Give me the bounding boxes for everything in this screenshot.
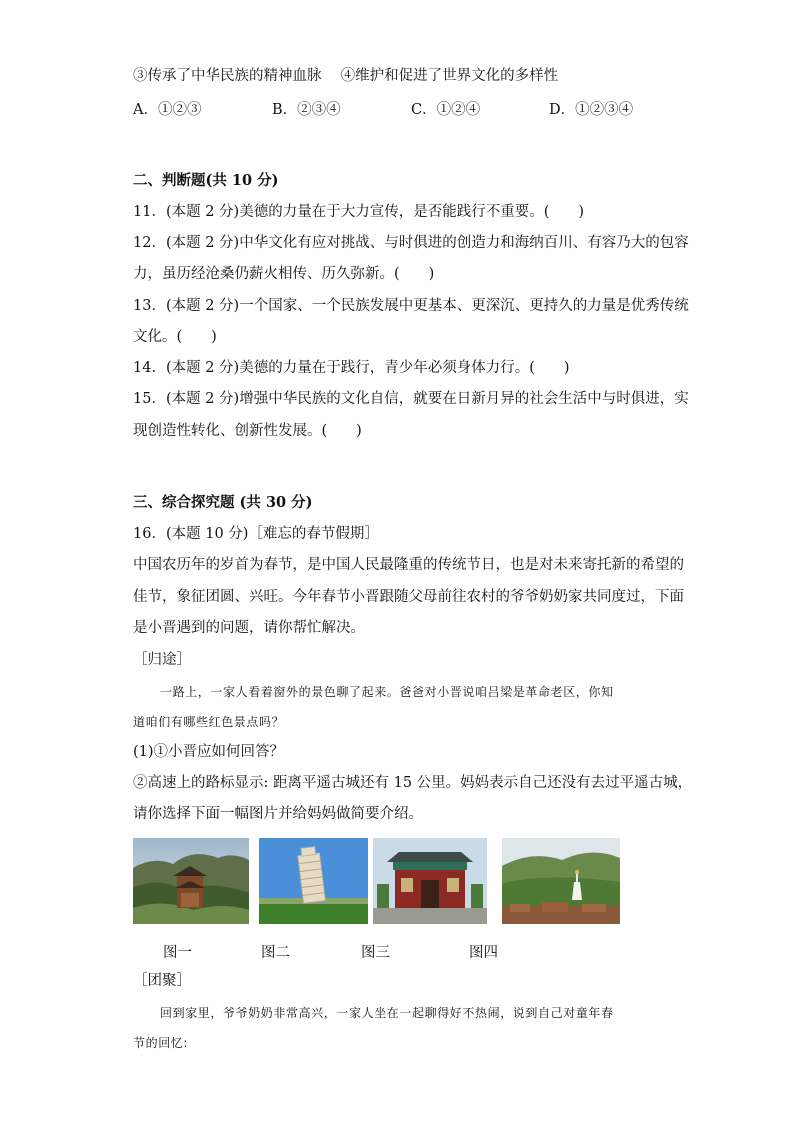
q13-line-2: 文化。( ) — [133, 329, 217, 345]
part1-text-2: 道咱们有哪些红色景点吗？ — [133, 715, 285, 729]
caption-figure-4: 图四 — [469, 945, 498, 961]
sub-question-1: (1)①小晋应如何回答？ — [133, 744, 285, 760]
q16-intro-3: 是小晋遇到的问题，请你帮忙解决。 — [133, 620, 365, 636]
part2-text-2: 节的回忆: — [133, 1036, 189, 1050]
q16-intro-1: 中国农历年的岁首为春节，是中国人民最隆重的传统节日，也是对未来寄托新的希望的 — [133, 557, 684, 573]
section3-heading: 三、综合探究题 (共 30 分) — [133, 494, 313, 511]
photo-3-temple-gate — [373, 838, 487, 924]
q15-line-2: 现创造性转化、创新性发展。( ) — [133, 423, 362, 439]
part1-label: ［归途］ — [133, 652, 191, 668]
q16-title: 16．(本题 10 分)［难忘的春节假期］ — [133, 526, 379, 542]
q10-option-c: C．①②④ — [411, 102, 481, 118]
q14-line: 14．(本题 2 分)美德的力量在于践行，青少年必须身体力行。( ) — [133, 360, 570, 376]
part2-label: ［团聚］ — [133, 973, 191, 989]
photo-2-leaning-tower — [259, 838, 368, 924]
part2-text-1: 回到家里，爷爷奶奶非常高兴，一家人坐在一起聊得好不热闹，说到自己对童年春 — [160, 1006, 614, 1020]
sub-question-2-line-2: 请你选择下面一幅图片并给妈妈做简要介绍。 — [133, 806, 423, 822]
q10-option-a: A．①②③ — [133, 102, 202, 118]
photo-4-white-pagoda — [502, 838, 620, 924]
q12-line-2: 力，虽历经沧桑仍薪火相传、历久弥新。( ) — [133, 266, 435, 282]
q10-items-line: ③传承了中华民族的精神血脉 ④维护和促进了世界文化的多样性 — [133, 68, 559, 84]
photo-1-cliff-temple — [133, 838, 249, 924]
section2-heading: 二、判断题(共 10 分) — [133, 172, 279, 189]
q15-line-1: 15．(本题 2 分)增强中华民族的文化自信，就要在日新月异的社会生活中与时俱进，实 — [133, 391, 689, 407]
q13-line-1: 13．(本题 2 分)一个国家、一个民族发展中更基本、更深沉、更持久的力量是优秀传统 — [133, 298, 689, 314]
q10-option-d: D．①②③④ — [549, 102, 634, 118]
part1-text-1: 一路上，一家人看着窗外的景色聊了起来。爸爸对小晋说咱吕梁是革命老区，你知 — [160, 685, 614, 699]
caption-figure-3: 图三 — [361, 945, 390, 961]
q10-option-b: B．②③④ — [272, 102, 341, 118]
q12-line-1: 12．(本题 2 分)中华文化有应对挑战、与时俱进的创造力和海纳百川、有容乃大的包容 — [133, 235, 689, 251]
caption-figure-1: 图一 — [163, 945, 192, 961]
sub-question-2-line-1: ②高速上的路标显示: 距离平遥古城还有 15 公里。妈妈表示自己还没有去过平遥古城， — [133, 775, 693, 791]
caption-figure-2: 图二 — [261, 945, 290, 961]
q16-intro-2: 佳节，象征团圆、兴旺。今年春节小晋跟随父母前往农村的爷爷奶奶家共同度过，下面 — [133, 589, 684, 605]
q11-line: 11．(本题 2 分)美德的力量在于大力宣传，是否能践行不重要。( ) — [133, 204, 585, 220]
